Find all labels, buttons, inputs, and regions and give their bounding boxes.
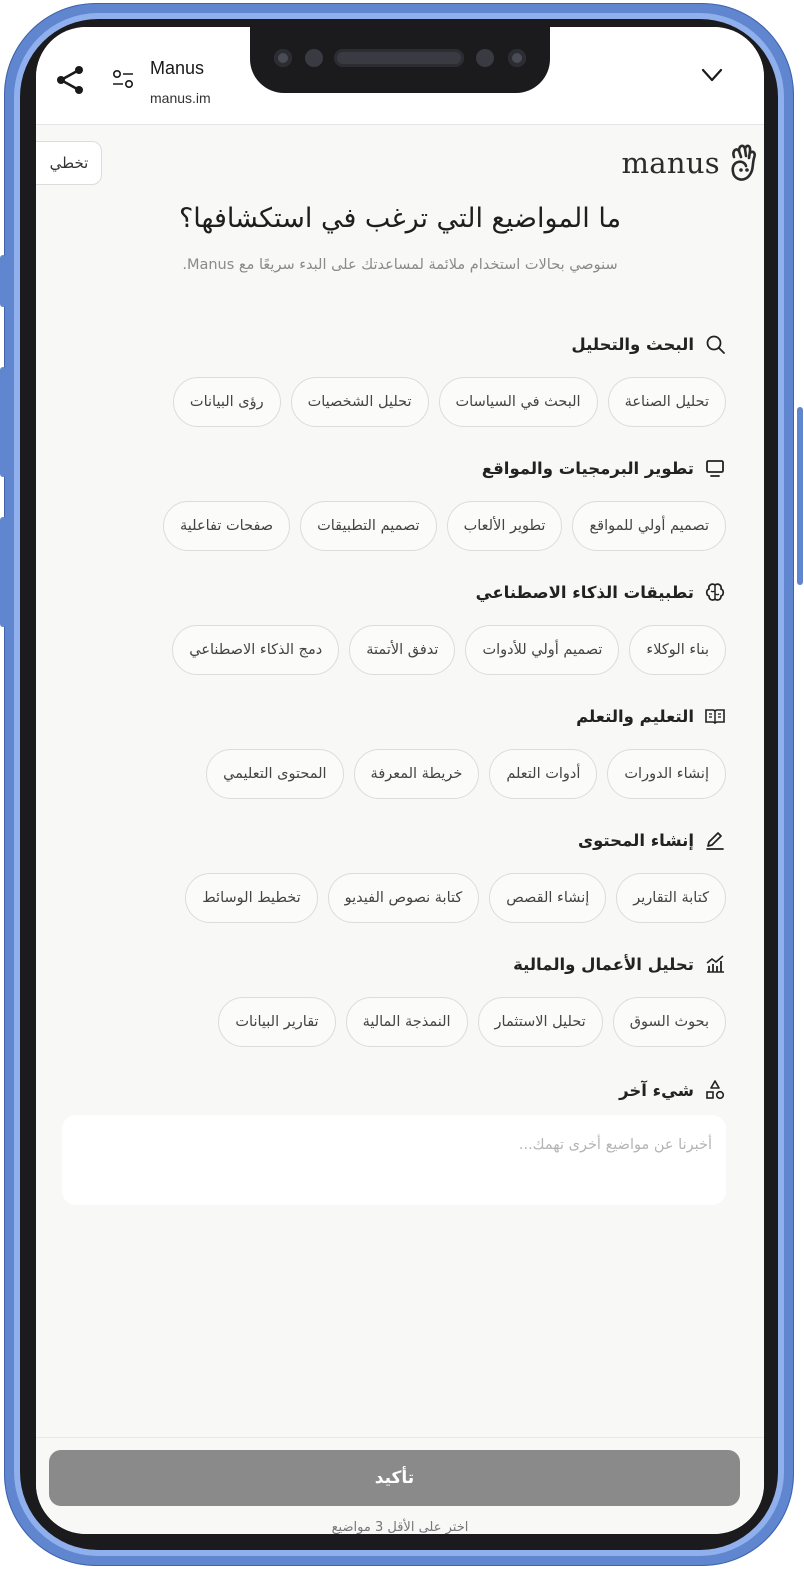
mute-switch: [0, 255, 6, 307]
topic-chip[interactable]: تطوير الألعاب: [447, 501, 563, 551]
topic-chip[interactable]: رؤى البيانات: [173, 377, 281, 427]
topic-chip[interactable]: أدوات التعلم: [489, 749, 597, 799]
section-header: [66, 453, 726, 483]
topic-chip[interactable]: تحليل الاستثمار: [478, 997, 603, 1047]
sensor-dot: [305, 49, 323, 67]
chip-group: [66, 997, 726, 1047]
monitor-icon: [704, 457, 726, 479]
section-other: [66, 1075, 726, 1105]
section-ai-apps: [66, 577, 726, 675]
topic-chip[interactable]: بحوث السوق: [613, 997, 726, 1047]
power-button: [797, 407, 803, 585]
section-software: [66, 453, 726, 551]
topic-chip[interactable]: البحث في السياسات: [439, 377, 598, 427]
camera-dot: [274, 49, 292, 67]
selection-hint: اختر على الأقل 3 مواضيع: [331, 1520, 469, 1534]
topic-chip[interactable]: تحليل الشخصيات: [291, 377, 429, 427]
section-header: [66, 1075, 726, 1105]
topic-chip[interactable]: تصميم أولي للأدوات: [465, 625, 619, 675]
chip-group: [66, 873, 726, 923]
brain-icon: [704, 581, 726, 603]
phone-notch: [250, 27, 550, 93]
pen-icon: [704, 829, 726, 851]
book-icon: [704, 705, 726, 727]
topic-chip[interactable]: تصميم التطبيقات: [300, 501, 437, 551]
section-title: تحليل الأعمال والمالية: [513, 954, 694, 974]
topic-chip[interactable]: تحليل الصناعة: [608, 377, 726, 427]
section-header: [66, 577, 726, 607]
topic-chip[interactable]: كتابة التقارير: [616, 873, 726, 923]
sensor-dot: [476, 49, 494, 67]
section-title: شيء آخر: [619, 1080, 694, 1100]
topic-chip[interactable]: المحتوى التعليمي: [206, 749, 343, 799]
topic-chip[interactable]: كتابة نصوص الفيديو: [328, 873, 480, 923]
footer: [36, 1437, 764, 1534]
shapes-icon: [704, 1079, 726, 1101]
site-url: manus.im: [150, 90, 211, 106]
section-header: [66, 701, 726, 731]
section-research: [66, 329, 726, 427]
chip-group: [66, 377, 726, 427]
topic-chip[interactable]: خريطة المعرفة: [354, 749, 480, 799]
confirm-button[interactable]: تأكيد: [49, 1450, 740, 1506]
speaker-grille: [334, 49, 464, 67]
phone-screen: [36, 27, 764, 1534]
section-title: البحث والتحليل: [571, 334, 694, 354]
topic-chip[interactable]: بناء الوكلاء: [629, 625, 726, 675]
other-topics-input[interactable]: [62, 1115, 726, 1205]
share-icon[interactable]: [56, 65, 84, 95]
skip-button[interactable]: تخطي: [36, 141, 102, 185]
site-settings-icon[interactable]: [112, 69, 134, 89]
search-icon: [704, 333, 726, 355]
chip-group: [66, 501, 726, 551]
section-header: [66, 825, 726, 855]
topic-chip[interactable]: تخطيط الوسائط: [185, 873, 317, 923]
topic-chip[interactable]: تدفق الأتمتة: [349, 625, 455, 675]
camera-dot: [508, 49, 526, 67]
section-header: [66, 949, 726, 979]
topic-chip[interactable]: تصميم أولي للمواقع: [572, 501, 726, 551]
topic-chip[interactable]: تقارير البيانات: [218, 997, 335, 1047]
site-title: Manus: [150, 58, 205, 78]
chip-group: [66, 749, 726, 799]
section-education: [66, 701, 726, 799]
section-business: [66, 949, 726, 1047]
page-subtitle: سنوصي بحالات استخدام ملائمة لمساعدتك على البدء سريعًا مع Manus.: [182, 257, 618, 273]
volume-up-button: [0, 367, 6, 477]
topic-chip[interactable]: النمذجة المالية: [346, 997, 468, 1047]
manus-logo: [621, 139, 758, 187]
page-title: ما المواضيع التي ترغب في استكشافها؟: [178, 203, 622, 234]
chevron-down-icon[interactable]: [700, 65, 724, 85]
section-title: إنشاء المحتوى: [577, 830, 694, 850]
manus-hand-icon: [728, 141, 758, 185]
topic-chip[interactable]: دمج الذكاء الاصطناعي: [172, 625, 339, 675]
volume-down-button: [0, 517, 6, 627]
section-title: التعليم والتعلم: [576, 706, 694, 726]
section-title: تطوير البرمجيات والمواقع: [481, 458, 694, 478]
chart-icon: [704, 953, 726, 975]
section-title: تطبيقات الذكاء الاصطناعي: [475, 582, 694, 602]
chip-group: [66, 625, 726, 675]
topic-chip[interactable]: إنشاء القصص: [489, 873, 606, 923]
topic-chip[interactable]: إنشاء الدورات: [607, 749, 726, 799]
section-header: [66, 329, 726, 359]
topic-chip[interactable]: صفحات تفاعلية: [163, 501, 290, 551]
logo-text: manus: [621, 146, 720, 180]
section-content: [66, 825, 726, 923]
